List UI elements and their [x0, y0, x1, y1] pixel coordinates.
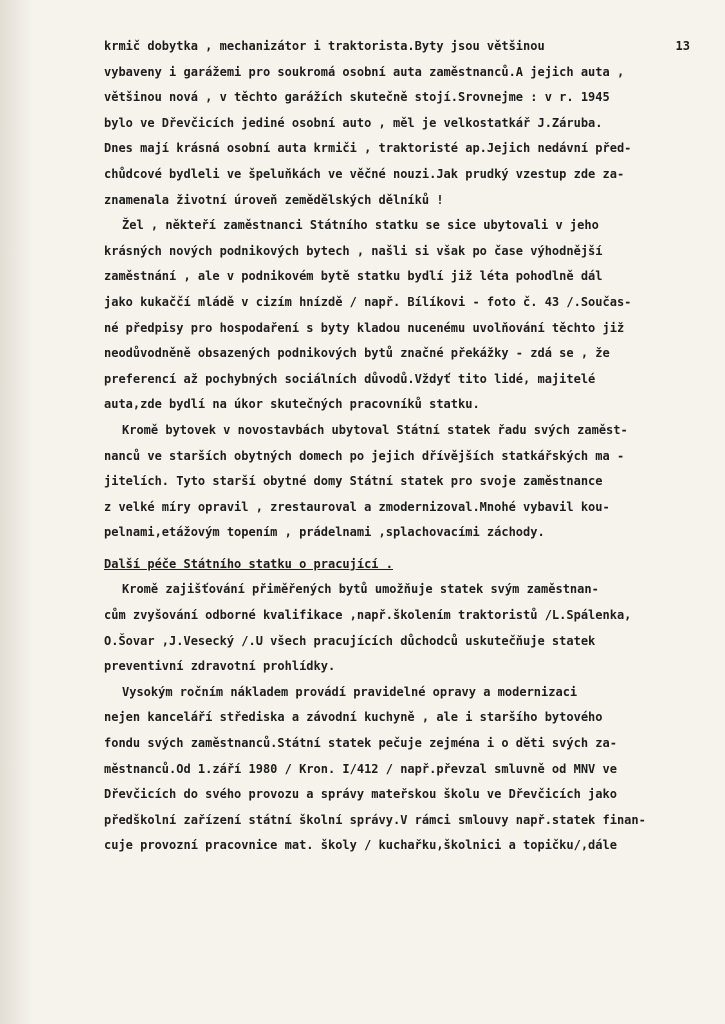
- text-line: Kromě bytovek v novostavbách ubytoval Státní statek řadu svých zaměst-: [122, 422, 628, 437]
- text-line: né předpisy pro hospodaření s byty kladou nucenému uvolňování těchto již: [104, 320, 625, 335]
- text-line: bylo ve Dřevčicích jediné osobní auto , měl je velkostatkář J.Záruba.: [104, 115, 603, 130]
- text-line: z velké míry opravil , zrestauroval a zmodernizoval.Mnohé vybavil kou-: [104, 499, 610, 514]
- page-number: 13: [675, 39, 690, 53]
- text-line: předškolní zařízení státní školní správy.V rámci smlouvy např.statek finan-: [104, 812, 646, 827]
- text-line: Dřevčicích do svého provozu a správy mateřskou školu ve Dřevčicích jako: [104, 787, 617, 802]
- typed-text-body: [104, 34, 704, 859]
- section-heading: Další péče Státního statku o pracující .: [104, 556, 393, 571]
- text-line: většinou nová , v těchto garážích skutečně stojí.Srovnejme : v r. 1945: [104, 90, 610, 105]
- text-line: městnanců.Od 1.září 1980 / Kron. I/412 / např.převzal smluvně od MNV ve: [104, 761, 617, 776]
- binding-margin: [0, 0, 34, 1024]
- text-line: fondu svých zaměstnanců.Státní statek pečuje zejména i o děti svých za-: [104, 736, 617, 751]
- text-line: vybaveny i garážemi pro soukromá osobní auta zaměstnanců.A jejich auta ,: [104, 64, 625, 79]
- text-line: O.Šovar ,J.Vesecký /.U všech pracujících důchodců uskutečňuje statek: [104, 633, 596, 648]
- text-line: Kromě zajišťování přiměřených bytů umožňuje statek svým zaměstnan-: [122, 582, 599, 597]
- text-line: preventivní zdravotní prohlídky.: [104, 659, 336, 674]
- text-line: krmič dobytka , mechanizátor i traktorista.Byty jsou většinou 13: [104, 34, 704, 60]
- text-line: Dnes mají krásná osobní auta krmiči , traktoristé ap.Jejich nedávní před-: [104, 141, 632, 156]
- text-line: auta,zde bydlí na úkor skutečných pracovníků statku.: [104, 397, 480, 412]
- text-line: pelnami,etážovým topením , prádelnami ,splachovacími záchody.: [104, 525, 545, 540]
- text-line: Žel , někteří zaměstnanci Státního statku se sice ubytovali v jeho: [122, 218, 599, 233]
- text-line: cuje provozní pracovnice mat. školy / kuchařku,školnici a topičku/,dále: [104, 838, 617, 853]
- text-line: neodůvodněně obsazených podnikových bytů značné překážky - zdá se , že: [104, 346, 610, 361]
- text-line: zaměstnání , ale v podnikovém bytě statku bydlí již léta pohodlně dál: [104, 269, 603, 284]
- text-line: cům zvyšování odborné kvalifikace ,např.školením traktoristů /L.Spálenka,: [104, 608, 632, 623]
- text-line: preferencí až pochybných sociálních důvodů.Vždyť tito lidé, majitelé: [104, 371, 596, 386]
- text-line: chůdcové bydleli ve špeluňkách ve věčné nouzi.Jak prudký vzestup zde za-: [104, 166, 625, 181]
- text-line: znamenala životní úroveň zemědělských dělníků !: [104, 192, 444, 207]
- section-heading-line: [104, 552, 704, 578]
- text-line: jako kukaččí mládě v cizím hnízdě / např. Bílíkovi - foto č. 43 /.Součas-: [104, 294, 632, 309]
- text-line: krásných nových podnikových bytech , našli si však po čase výhodnější: [104, 243, 603, 258]
- text-line: nejen kanceláří střediska a závodní kuchyně , ale i staršího bytového: [104, 710, 603, 725]
- text-line: nanců ve starších obytných domech po jejich dřívějších statkářských ma -: [104, 448, 625, 463]
- text-line: jitelích. Tyto starší obytné domy Státní statek pro svoje zaměstnance: [104, 474, 603, 489]
- text-line: Vysokým ročním nákladem provádí pravidelné opravy a modernizaci: [122, 684, 578, 699]
